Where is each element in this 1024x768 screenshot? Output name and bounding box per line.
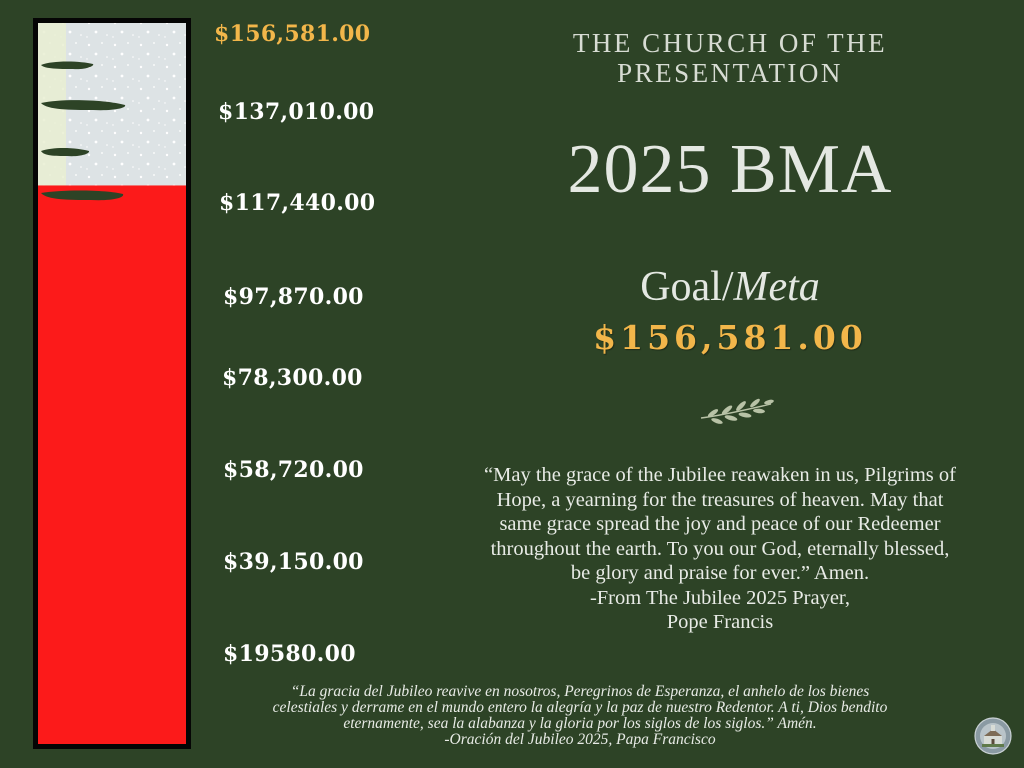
quote-attribution: -From The Jubilee 2025 Prayer,	[589, 586, 851, 609]
campaign-title: 2025 BMA	[567, 131, 893, 208]
jubilee-prayer-english	[420, 463, 1020, 635]
goal-amount: $156,581.00	[593, 318, 867, 357]
church-name	[490, 28, 970, 88]
quote-line: “May the grace of the Jubilee reawaken in us, Pilgrims of	[484, 464, 956, 486]
goal-label-spanish: Meta	[733, 264, 820, 310]
church-name-line-2: PRESENTATION	[617, 58, 843, 88]
quote-line: be glory and praise for ever.” Amen.	[570, 562, 870, 584]
axis-tick-label: $39,150.00	[223, 549, 364, 575]
axis-tick-label: $58,720.00	[223, 457, 364, 483]
axis-tick-label: $78,300.00	[222, 365, 363, 391]
quote-attribution: -Oración del Jubileo 2025, Papa Francisco	[444, 731, 716, 748]
goal-label	[460, 262, 1000, 312]
quote-line: celestiales y derrame en el mundo entero la alegría y la paz de nuestro Redentor. A ti, Dios bendito	[272, 699, 888, 716]
axis-tick-label: $117,440.00	[219, 190, 376, 216]
thermometer-bar	[33, 18, 191, 749]
quote-attribution: Pope Francis	[666, 611, 774, 633]
quote-line: eternamente, sea la alabanza y la gloria por los siglos de los siglos.” Amén.	[343, 715, 817, 732]
quote-line: same grace spread the joy and peace of our Redeemer	[499, 513, 941, 535]
axis-tick-label: $19580.00	[223, 641, 356, 667]
axis-tick-label: $156,581.00	[214, 21, 371, 47]
olive-branch-icon	[697, 396, 775, 430]
quote-line: Hope, a yearning for the treasures of heaven. May that	[496, 488, 944, 511]
axis-tick-label: $97,870.00	[223, 284, 364, 310]
church-name-line-1: THE CHURCH OF THE	[572, 28, 888, 58]
church-seal-icon	[974, 717, 1012, 755]
quote-line: throughout the earth. To you our God, eternally blessed,	[490, 537, 950, 560]
jubilee-prayer-spanish	[200, 684, 960, 748]
axis-tick-label: $137,010.00	[218, 99, 375, 125]
goal-label-english: Goal/	[640, 264, 734, 310]
quote-line: “La gracia del Jubileo reavive en nosotros, Peregrinos de Esperanza, el anhelo de los bienes	[290, 683, 870, 700]
thermometer-fill	[38, 185, 186, 744]
